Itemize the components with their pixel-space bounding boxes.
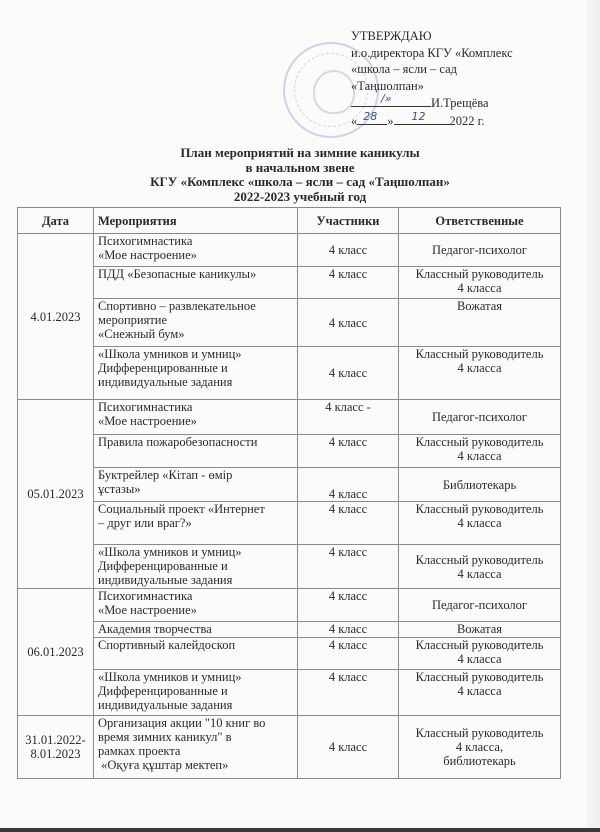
table-row [18,670,561,716]
responsible-text: 4 класса [457,684,502,698]
responsible-cell [399,638,561,670]
responsible-text: Библиотекарь [442,477,517,492]
document-title [0,146,600,204]
signer-name: И.Трещёва [431,96,489,110]
participants-cell: 4 класс [298,622,399,638]
event-text: рамках проекта [98,744,181,758]
event-text: Дифференцированные и [98,684,228,698]
table-row [18,545,561,589]
header-responsible: Ответственные [399,208,561,234]
event-text: «Школа умников и умниц» [98,670,242,684]
page-edge-shadow [586,0,600,832]
event-text: «Мое настроение» [98,603,197,617]
event-text: «Школа умников и умниц» [98,545,242,559]
signature-mark: /» [381,92,392,105]
approval-heading: УТВЕРЖДАЮ [351,29,432,43]
participants-cell: 4 класс [298,234,399,267]
event-text: Буктрейлер «Кітап - өмір [98,468,233,482]
participants-cell: 4 класс [298,716,399,779]
event-text: «Мое настроение» [98,414,197,428]
participants-cell: 4 класс [298,435,399,468]
participants-cell: 4 класс [298,299,399,347]
event-text: Организация акции "10 книг во [98,716,266,730]
table-row [18,468,561,502]
responsible-cell [399,468,561,502]
event-text: – друг или враг?» [98,516,192,530]
title-line-3: КГУ «Комплекс «школа – ясли – сад «Таңшолпан» [150,174,450,189]
event-cell [94,400,298,435]
table-row [18,400,561,435]
scan-bottom-edge [0,828,600,832]
event-cell [94,622,298,638]
responsible-text: Педагог-психолог [431,410,528,424]
responsible-text: 4 класса [457,566,502,581]
header-date: Дата [18,208,94,234]
responsible-text: библиотекарь [443,754,516,768]
responsible-text: Классный руководитель [415,435,544,449]
title-line-2: в начальном звене [245,159,355,175]
header-events: Мероприятия [94,208,298,234]
responsible-cell [399,502,561,545]
date-text: 31.01.2022- [25,733,86,747]
responsible-text: Классный руководитель [415,638,544,652]
date-text: 06.01.2023 [27,645,84,659]
event-text: Социальный проект «Интернет [98,502,265,516]
event-text: Психогимнастика [98,589,193,603]
participants-cell: 4 класс - [298,400,399,435]
approval-position-line3: «Таңшолпан» [351,78,424,93]
table-row [18,299,561,347]
event-text: Дифференцированные и [98,559,228,573]
table-row [18,234,561,267]
table-row [18,435,561,468]
responsible-text: Классный руководитель [415,267,544,281]
event-text: время зимних каникул" в [98,730,232,744]
event-text: Спортивный калейдоскоп [98,638,236,652]
event-text: ұстазы» [98,482,141,496]
participants-cell: 4 класс [298,267,399,299]
table-row [18,267,561,299]
responsible-cell [399,622,561,638]
table-row [18,638,561,670]
date-cell [18,716,94,779]
event-cell [94,589,298,622]
responsible-text: 4 класса [457,281,502,295]
date-day: 28 [363,109,378,123]
responsible-text: 4 класса [457,652,502,666]
date-cell [18,589,94,716]
event-cell [94,545,298,589]
participants-cell: 4 класс [298,545,399,589]
responsible-cell [399,716,561,779]
responsible-text: 4 класса, [455,740,504,754]
participants-cell: 4 класс [298,347,399,400]
table-row [18,716,561,779]
date-month: 12 [411,109,426,123]
event-cell [94,435,298,468]
responsible-text: Классный руководитель [415,502,544,516]
date-text: 05.01.2023 [27,487,84,501]
event-text: «Оқуға құштар мектеп» [98,758,229,772]
responsible-cell [399,435,561,468]
table-row [18,502,561,545]
event-cell [94,468,298,502]
responsible-text: Педагог-психолог [431,243,528,257]
participants-cell: 4 класс [298,468,399,502]
title-line-1: План мероприятий на зимние каникулы [180,145,420,160]
event-text: Правила пожаробезопасности [98,435,258,449]
date-cell [18,234,94,400]
responsible-cell [399,299,561,347]
date-text: 8.01.2023 [30,747,81,761]
event-cell [94,299,298,347]
table-row [18,589,561,622]
responsible-cell [399,545,561,589]
event-text: «Снежный бум» [98,327,185,341]
responsible-text: Вожатая [456,622,503,636]
event-cell [94,670,298,716]
date-cell [18,400,94,589]
approval-position-line1: и.о.директора КГУ «Комплекс [351,45,513,60]
table-header-row [18,208,561,234]
event-text: Психогимнастика [98,400,193,414]
responsible-text: Классный руководитель [415,726,544,740]
events-table [17,207,561,779]
event-text: «Школа умников и умниц» [98,347,242,361]
participants-cell: 4 класс [298,502,399,545]
responsible-text: Классный руководитель [415,552,544,567]
event-text: ПДД «Безопасные каникулы» [98,267,257,281]
approval-date: « 28 » 12 2022 г. [351,109,485,128]
event-cell [94,347,298,400]
participants-cell: 4 класс [298,638,399,670]
responsible-cell [399,234,561,267]
participants-cell: 4 класс [298,670,399,716]
event-text: Академия творчества [98,622,212,636]
event-text: Дифференцированные и [98,361,228,375]
responsible-cell [399,670,561,716]
title-line-4: 2022-2023 учебный год [233,188,367,204]
table-row [18,622,561,638]
responsible-text: 4 класса [457,449,502,463]
date-year: 2022 г. [449,113,485,128]
events-table-body [18,234,561,779]
participants-cell: 4 класс [298,589,399,622]
header-participants: Участники [298,208,399,234]
date-text: 4.01.2023 [30,309,81,324]
event-cell [94,638,298,670]
responsible-text: Вожатая [456,299,503,313]
responsible-cell [399,347,561,400]
event-text: «Мое настроение» [98,248,197,262]
responsible-text: 4 класса [457,361,502,375]
event-cell [94,502,298,545]
signature-field [351,94,431,107]
event-cell [94,267,298,299]
responsible-cell [399,589,561,622]
responsible-text: Педагог-психолог [431,598,528,612]
event-text: мероприятие [98,313,168,327]
event-text: индивидуальные задания [98,573,233,587]
event-cell [94,234,298,267]
table-row [18,347,561,400]
event-text: Спортивно – развлекательное [98,299,256,313]
responsible-text: Классный руководитель [415,670,544,684]
approval-position-line2: «школа – ясли – сад [351,62,458,76]
event-cell [94,716,298,779]
event-text: Психогимнастика [98,234,193,248]
responsible-cell [399,267,561,299]
event-text: индивидуальные задания [98,375,233,389]
responsible-text: 4 класса [457,516,502,530]
responsible-cell [399,400,561,435]
event-text: индивидуальные задания [98,698,233,712]
approval-block [351,28,513,129]
responsible-text: Классный руководитель [415,347,544,361]
